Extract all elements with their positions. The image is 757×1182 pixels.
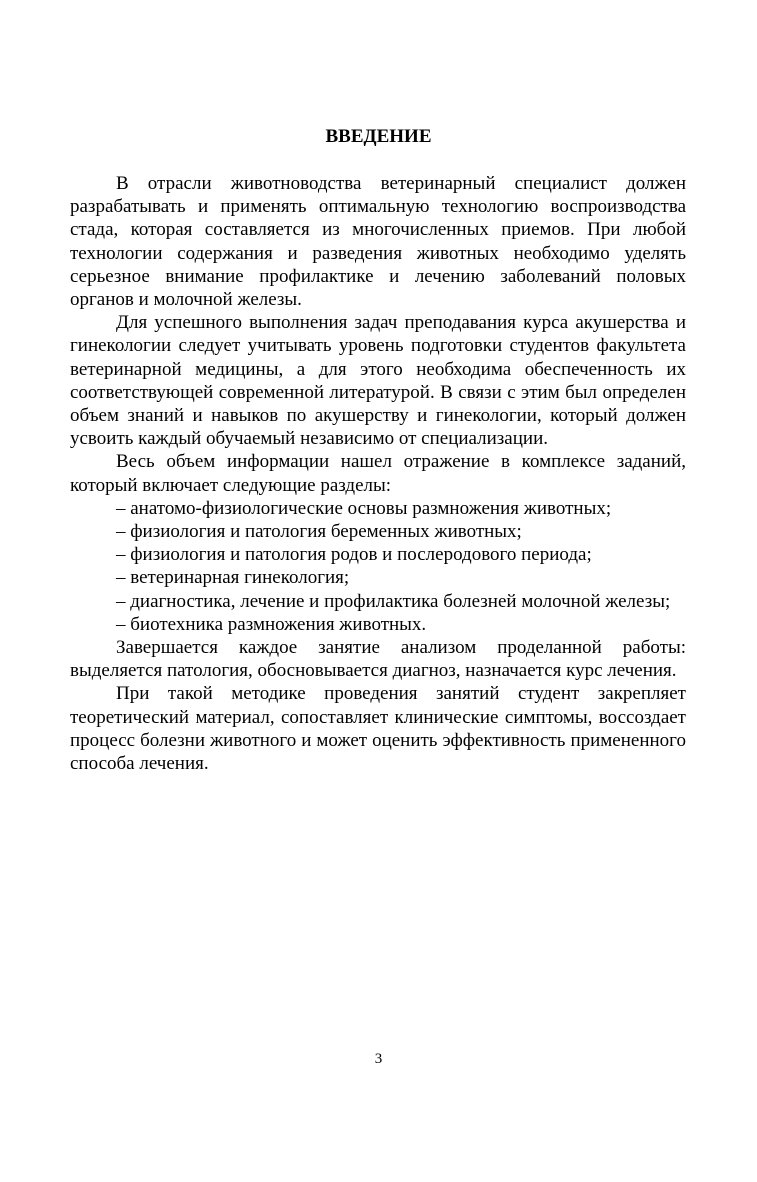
paragraph-intro: В отрасли животноводства ветеринарный специалист должен разрабатывать и применять оптимальную технологию воспроизводства стада, которая составляется из многочисленных приемов. При любой технологии содержания и разведения животных необходимо уделять серьезное внимание профилактике и лечению заболеваний половых органов и молочной железы.	[70, 173, 686, 311]
list-item: – биотехника размножения животных.	[116, 613, 427, 635]
page-number: 3	[374, 1051, 383, 1067]
paragraph-sections-lead: Весь объем информации нашел отражение в комплексе заданий, который включает следующие разделы:	[70, 451, 686, 496]
paragraph-course: Для успешного выполнения задач преподавания курса акушерства и гинекологии следует учитывать уровень подготовки студентов факультета ветеринарной медицины, а для этого необходима обеспеченность их соответствующей современной литературой. В связи с этим был определен объем знаний и навыков по акушерству и гинекологии, который должен усвоить каждый обучаемый независимо от специализации.	[70, 312, 686, 450]
paragraph-method: При такой методике проведения занятий студент закрепляет теоретический материал, сопоставляет клинические симптомы, воссоздает процесс болезни животного и может оценить эффективность примененного способа лечения.	[70, 683, 686, 775]
list-item: – физиология и патология беременных животных;	[116, 521, 522, 543]
body-text	[70, 172, 686, 775]
list-item: – ветеринарная гинекология;	[116, 567, 350, 589]
list-item: – диагностика, лечение и профилактика болезней молочной железы;	[116, 590, 671, 612]
list-item: – анатомо-физиологические основы размножения животных;	[116, 497, 612, 519]
paragraph-lesson-summary: Завершается каждое занятие анализом проделанной работы: выделяется патология, обосновывается диагноз, назначается курс лечения.	[70, 637, 686, 682]
page-title: ВВЕДЕНИЕ	[325, 126, 432, 147]
list-item: – физиология и патология родов и послеродового периода;	[116, 544, 592, 566]
